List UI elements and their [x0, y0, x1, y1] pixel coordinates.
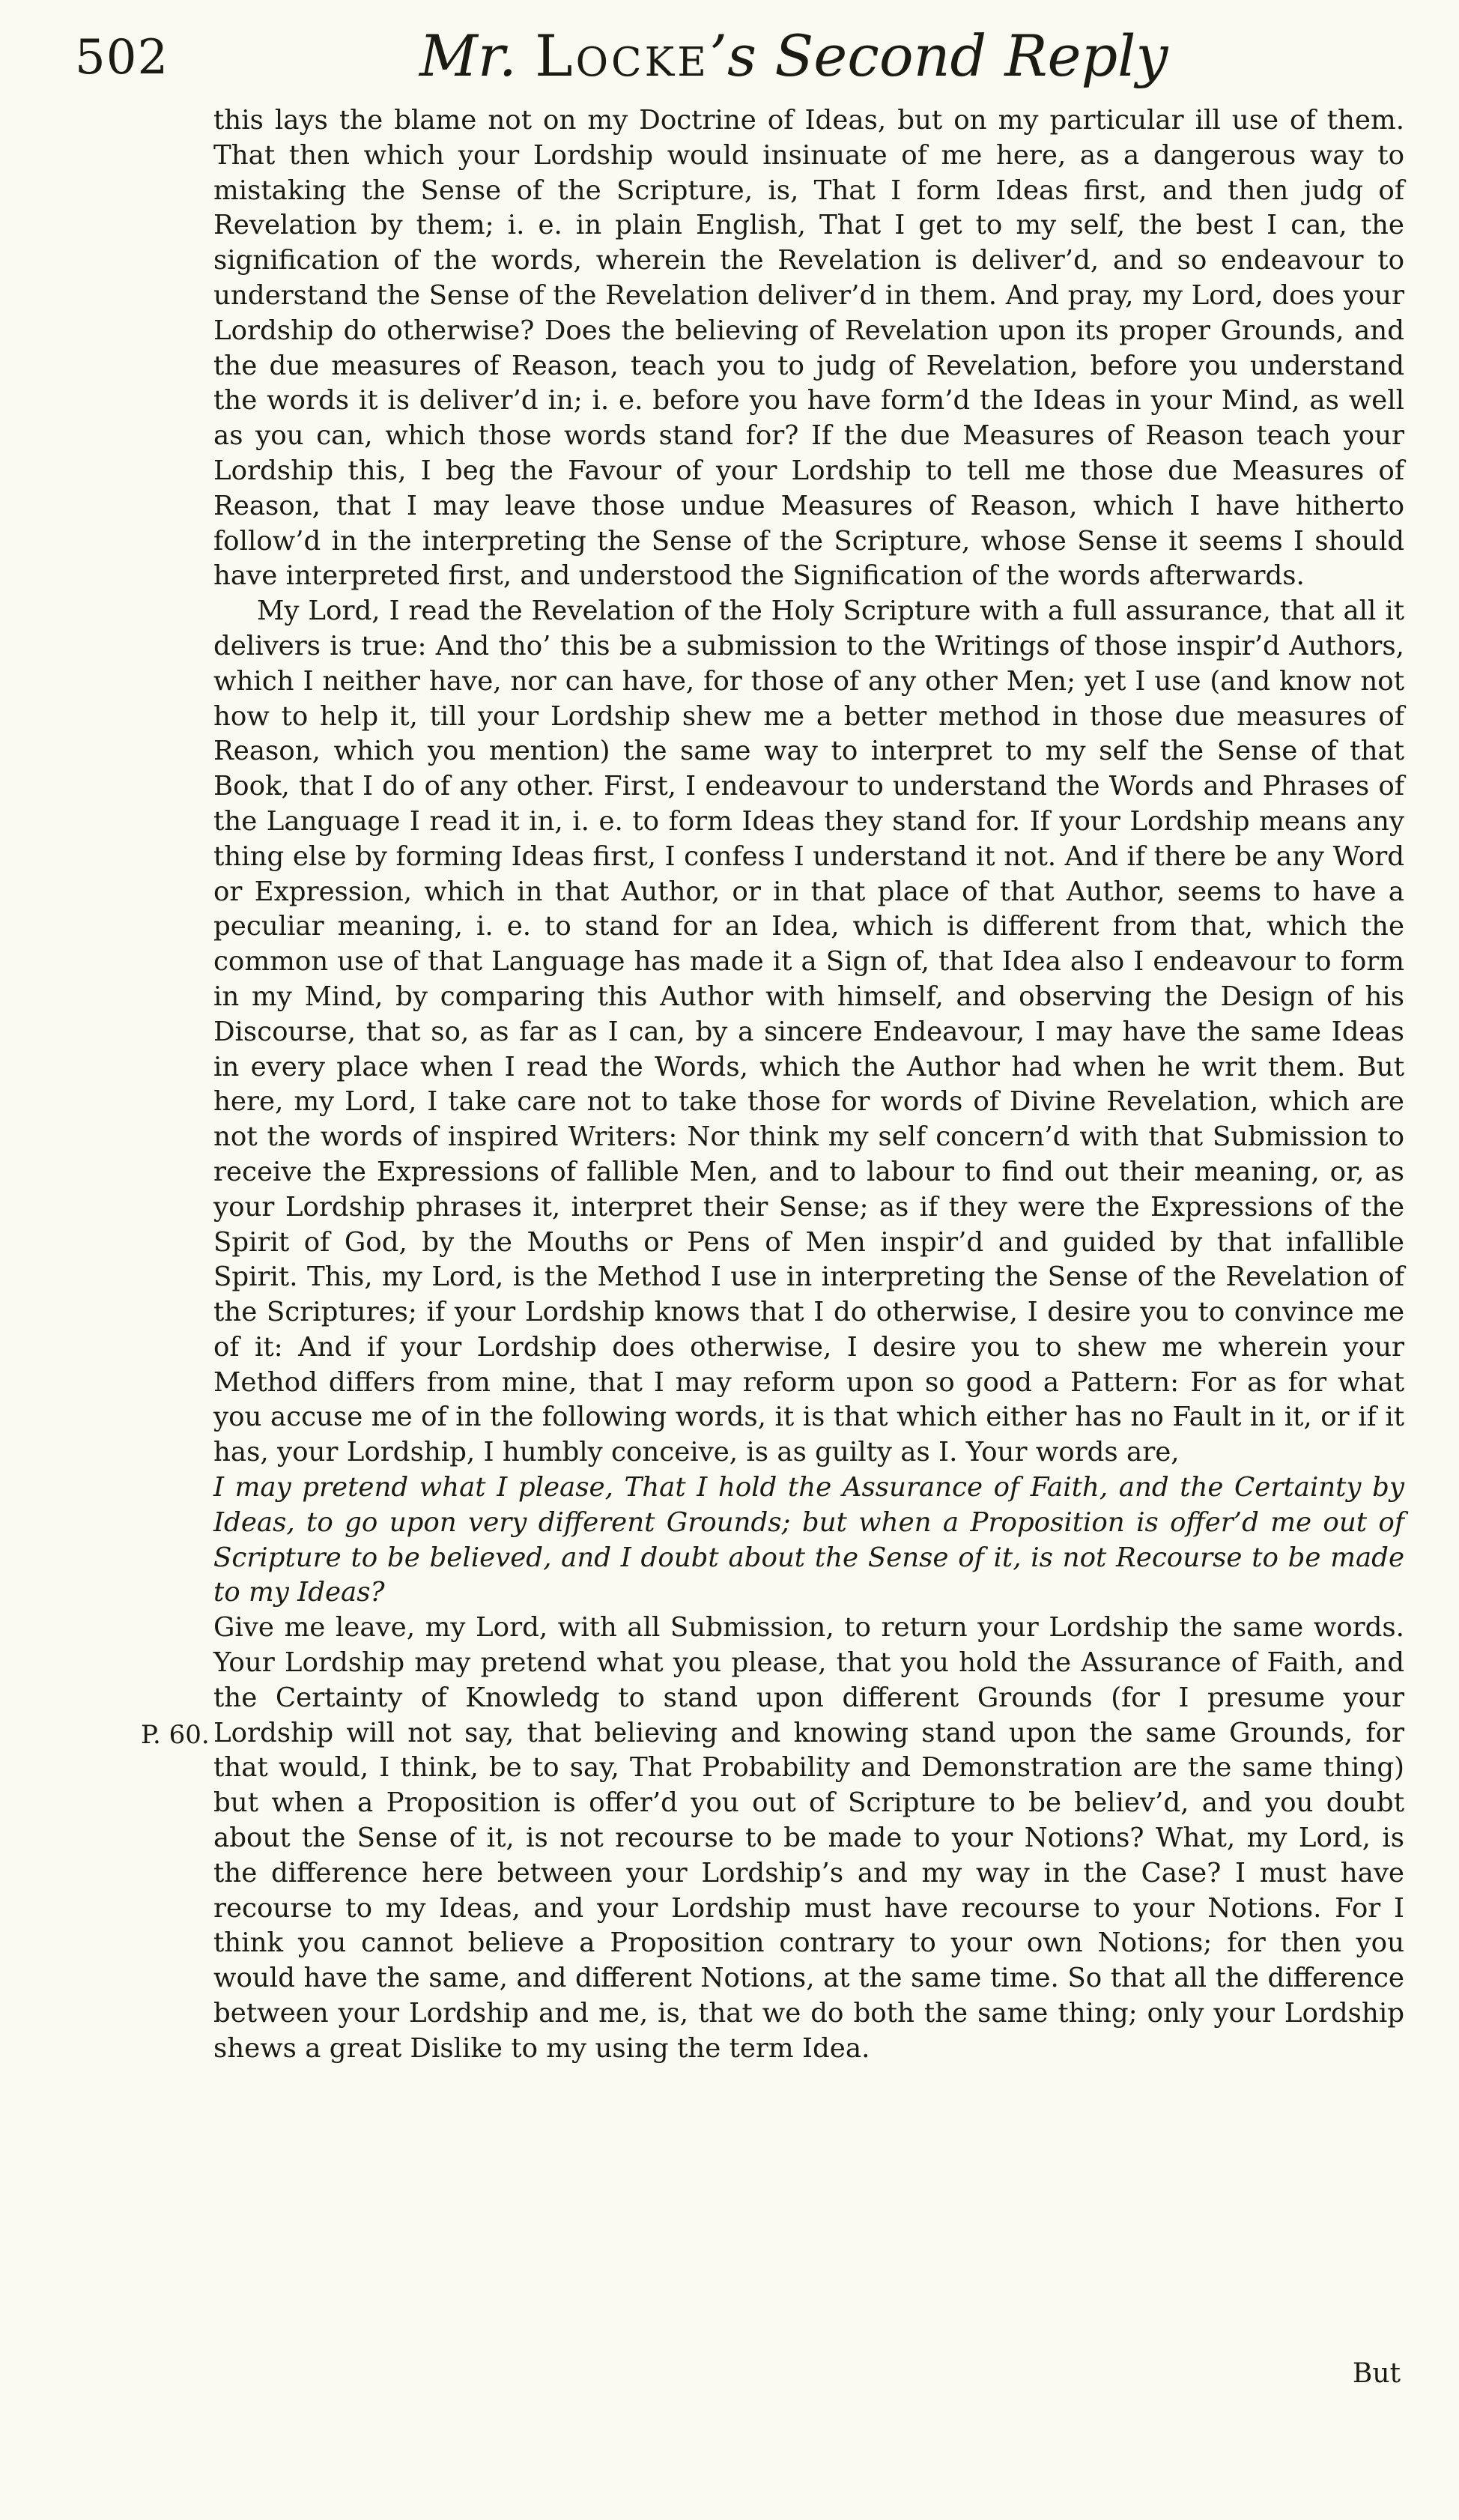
paragraph-3: Give me leave, my Lord, with all Submission, to return your Lordship the same words. Your Lordship may pretend what you please, that you hold the Assurance of Faith, and the Certainty of Knowledg to stand upon different Grounds (for I presume your Lordship will not say, that believing and knowing stand upon the same Grounds, for that would, I think, be to say, That Probability and Demonstration are the same thing) but when a Proposition is offer’d you out of Scripture to be believ’d, and you doubt about the Sense of it, is not recourse to be made to your Notions? What, my Lord, is the difference here between your Lordship’s and my way in the Case? I must have recourse to my Ideas, and your Lordship must have recourse to your Notions. For I think you cannot believe a Proposition contrary to your own Notions; for then you would have the same, and different Notions, at the same time. So that all the difference between your Lordship and me, is, that we do both the same thing; only your Lordship shews a great Dislike to my using the term Idea.	[213, 1612, 1404, 2064]
running-title-part3: ’s Second Reply	[709, 22, 1168, 89]
quoted-passage: I may pretend what I please, That I hold the Assurance of Faith, and the Certainty by Ideas, to go upon very different Grounds; but when a Proposition is offer’d me out of Scripture to be believed, and I doubt about the Sense of it, is not Recourse to be made to my Ideas?	[213, 1472, 1404, 1608]
body-text	[213, 103, 1404, 2067]
running-title	[419, 22, 1168, 89]
paragraph-2: My Lord, I read the Revelation of the Holy Scripture with a full assurance, that all it delivers is true: And tho’ this be a submission to the Writings of those inspir’d Authors, which I neither have, nor can have, for those of any other Men; yet I use (and know not how to help it, till your Lordship shew me a better method in those due measures of Reason, which you mention) the same way to interpret to my self the Sense of that Book, that I do of any other. First, I endeavour to understand the Words and Phrases of the Language I read it in, i. e. to form Ideas they stand for. If your Lordship means any thing else by forming Ideas first, I confess I understand it not. And if there be any Word or Expression, which in that Author, or in that place of that Author, seems to have a peculiar meaning, i. e. to stand for an Idea, which is different from that, which the common use of that Language has made it a Sign of, that Idea also I endeavour to form in my Mind, by comparing this Author with himself, and observing the Design of his Discourse, that so, as far as I can, by a sincere Endeavour, I may have the same Ideas in every place when I read the Words, which the Author had when he writ them. But here, my Lord, I take care not to take those for words of Divine Revelation, which are not the words of inspired Writers: Nor think my self concern’d with that Submission to receive the Expressions of fallible Men, and to labour to find out their meaning, or, as your Lordship phrases it, interpret their Sense; as if they were the Expressions of the Spirit of God, by the Mouths or Pens of Men inspir’d and guided by that infallible Spirit. This, my Lord, is the Method I use in interpreting the Sense of the Revelation of the Scriptures; if your Lordship knows that I do otherwise, I desire you to convince me of it: And if your Lordship does otherwise, I desire you to shew me wherein your Method differs from mine, that I may reform upon so good a Pattern: For as for what you accuse me of in the following words, it is that which either has no Fault in it, or if it has, your Lordship, I humbly conceive, is as guilty as I. Your words are,	[213, 596, 1404, 1468]
running-title-part1: Mr.	[419, 22, 536, 89]
margin-page-reference: P. 60.	[141, 1720, 210, 1750]
running-title-name: Locke	[535, 22, 709, 89]
catchword: But	[1352, 2358, 1401, 2389]
page-number: 502	[75, 30, 169, 85]
running-header	[0, 22, 1459, 105]
paragraph-1: this lays the blame not on my Doctrine of Ideas, but on my particular ill use of them. That then which your Lordship would insinuate of me here, as a dangerous way to mistaking the Sense of the Scripture, is, That I form Ideas first, and then judg of Revelation by them; i. e. in plain English, That I get to my self, the best I can, the signification of the words, wherein the Revelation is deliver’d, and so endeavour to understand the Sense of the Revelation deliver’d in them. And pray, my Lord, does your Lordship do otherwise? Does the believing of Revelation upon its proper Grounds, and the due measures of Reason, teach you to judg of Revelation, before you understand the words it is deliver’d in; i. e. before you have form’d the Ideas in your Mind, as well as you can, which those words stand for? If the due Measures of Reason teach your Lordship this, I beg the Favour of your Lordship to tell me those due Measures of Reason, that I may leave those undue Measures of Reason, which I have hitherto follow’d in the interpreting the Sense of the Scripture, whose Sense it seems I should have interpreted first, and understood the Signification of the words afterwards.	[213, 105, 1404, 592]
